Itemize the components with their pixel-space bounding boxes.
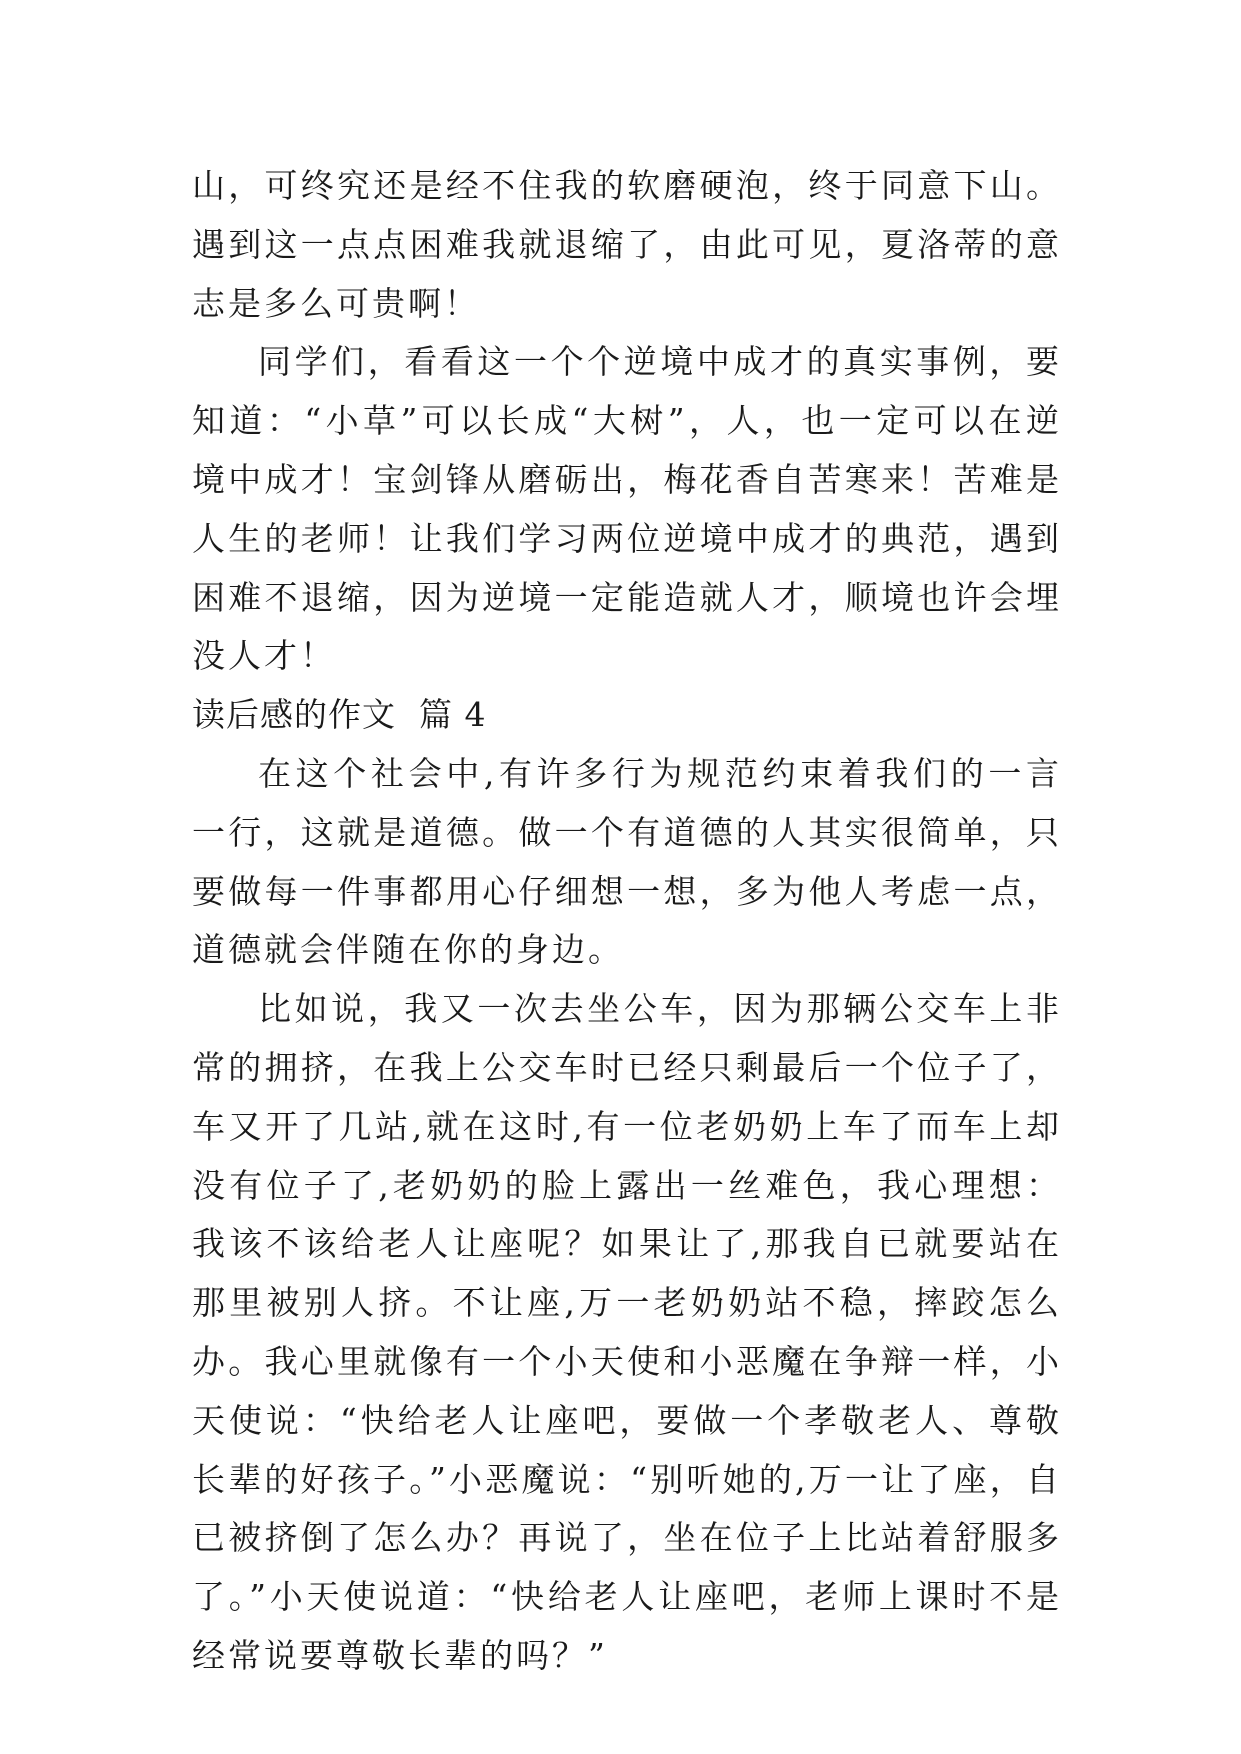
paragraph-morality-intro: 在这个社会中,有许多行为规范约束着我们的一言一行，这就是道德。做一个有道德的人其实很简单，只要做每一件事都用心仔细想一想，多为他人考虑一点，道德就会伴随在你的身边。 xyxy=(192,753,1062,970)
document-body xyxy=(192,157,1062,1686)
paragraph-bus-story: 比如说，我又一次去坐公车，因为那辆公交车上非常的拥挤，在我上公交车时已经只剩最后一个位子了，车又开了几站,就在这时,有一位老奶奶上车了而车上却没有位子了,老奶奶的脸上露出一丝难色，我心理想：我该不该给老人让座呢？如果让了,那我自已就要站在那里被别人挤。不让座,万一老奶奶站不稳，摔跤怎么办。我心里就像有一个小天使和小恶魔在争辩一样，小天使说：“快给老人让座吧，要做一个孝敬老人、尊敬长辈的好孩子。”小恶魔说：“别听她的,万一让了座，自已被挤倒了怎么办？再说了，坐在位子上比站着舒服多了。”小天使说道：“快给老人让座吧，老师上课时不是经常说要尊敬长辈的吗？” xyxy=(192,989,1062,1675)
section-heading: 读后感的作文 篇 4 xyxy=(192,695,487,735)
paragraph-conclusion: 同学们，看看这一个个逆境中成才的真实事例，要知道：“小草”可以长成“大树”，人，也一定可以在逆境中成才！宝剑锋从磨砺出，梅花香自苦寒来！苦难是人生的老师！让我们学习两位逆境中成才的典范，遇到困难不退缩，因为逆境一定能造就人才，顺境也许会埋没人才！ xyxy=(192,342,1062,676)
paragraph-continuation: 山，可终究还是经不住我的软磨硬泡，终于同意下山。遇到这一点点困难我就退缩了，由此可见，夏洛蒂的意志是多么可贵啊！ xyxy=(192,166,1062,323)
